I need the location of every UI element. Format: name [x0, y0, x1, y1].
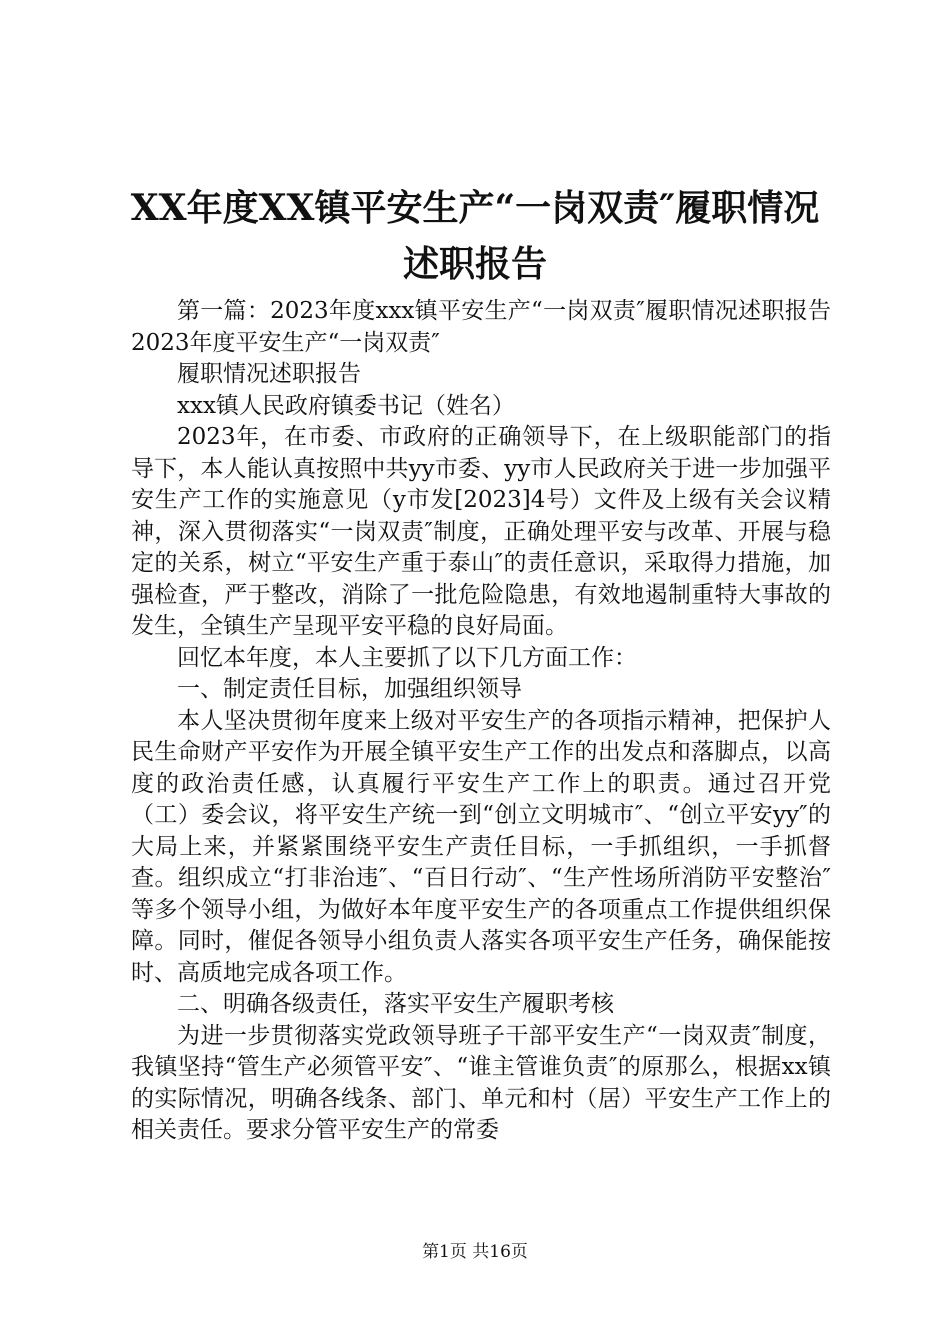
paragraph: 2023年，在市委、市政府的正确领导下，在上级职能部门的指导下，本人能认真按照中共yy市委、yy市人民政府关于进一步加强平安生产工作的实施意见（y市发[2023]4号）文件及上级有关会议精神，深入贯彻落实“一岗双责″制度，正确处理平安与改革、开展与稳定的关系，树立“平安生产重于泰山″的责任意识，采取得力措施，加强检查，严于整改，消除了一批危险隐患，有效地遏制重特大事故的发生，全镇生产呈现平安平稳的良好局面。: [131, 424, 831, 639]
paragraph: 第一篇：2023年度xxx镇平安生产“一岗双责″履职情况述职报告2023年度平安生产“一岗双责″: [131, 298, 831, 356]
page-footer: 第1页 共16页: [422, 1242, 528, 1262]
document-title-line-1: XX年度XX镇平安生产“一岗双责″履职情况: [130, 187, 820, 229]
paragraph: 回忆本年度，本人主要抓了以下几方面工作：: [177, 644, 637, 671]
section-heading: 二、明确各级责任，落实平安生产履职考核: [177, 991, 614, 1017]
document-title-line-2: 述职报告: [402, 243, 547, 285]
paragraph: xxx镇人民政府镇委书记（姓名）: [177, 392, 515, 419]
paragraph: 履职情况述职报告: [177, 361, 361, 387]
paragraph: 为进一步贯彻落实党政领导班子干部平安生产“一岗双责″制度，我镇坚持“管生产必须管平安″、“谁主管谁负责″的原那么，根据xx镇的实际情况，明确各线条、部门、单元和村（居）平安生产工作上的相关责任。要求分管平安生产的常委: [131, 1022, 831, 1143]
document-body: [131, 296, 831, 1147]
paragraph: 本人坚决贯彻年度来上级对平安生产的各项指示精神，把保护人民生命财产平安作为开展全镇平安生产工作的出发点和落脚点，以高度的政治责任感，认真履行平安生产工作上的职责。通过召开党（工）委会议，将平安生产统一到“创立文明城市″、“创立平安yy″的大局上来，并紧紧围绕平安生产责任目标，一手抓组织，一手抓督查。组织成立“打非治违″、“百日行动″、“生产性场所消防平安整治″等多个领导小组，为做好本年度平安生产的各项重点工作提供组织保障。同时，催促各领导小组负责人落实各项平安生产任务，确保能按时、高质地完成各项工作。: [131, 707, 831, 986]
section-heading: 一、制定责任目标，加强组织领导: [177, 676, 522, 702]
